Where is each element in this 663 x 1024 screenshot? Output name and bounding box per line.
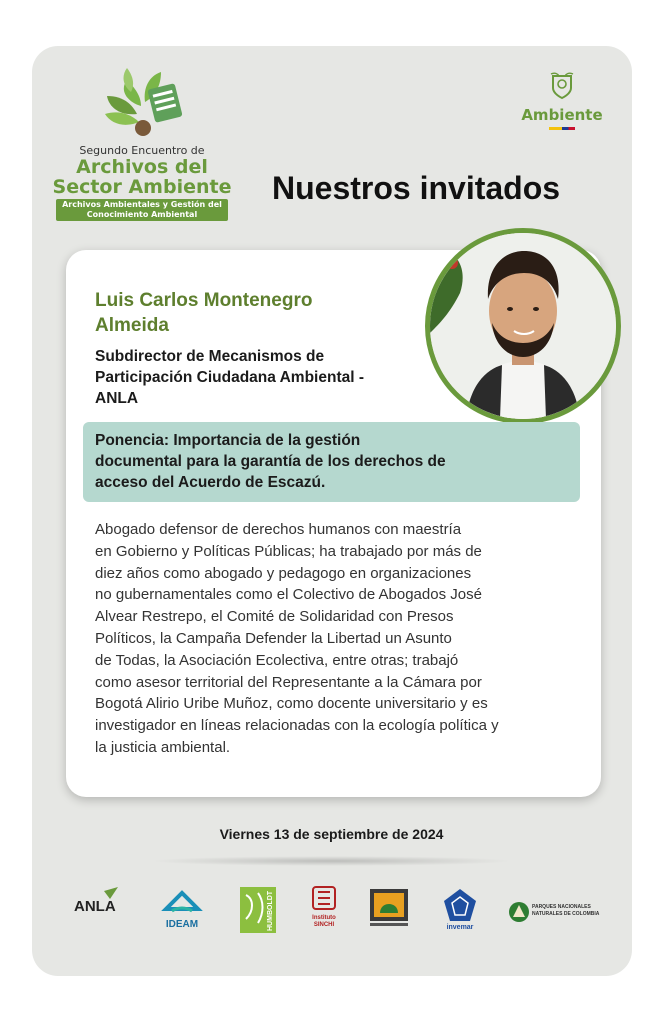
bio-line: Abogado defensor de derechos humanos con maestría [95,521,462,538]
iiap-logo [364,885,414,940]
talk-box [83,422,580,502]
ideam-text: IDEAM [165,919,199,930]
bio-line: Alvear Restrepo, el Comité de Solidaridad con Presos [95,608,454,626]
bio-line: de Todas, la Asociación Ecolectiva, entre otras; trabajó [95,651,459,669]
event-subtitle [56,199,228,221]
leaves-document-icon [97,62,187,142]
bio-line: en Gobierno y Políticas Públicas; ha trabajado por más de [95,542,482,560]
event-logo [52,62,232,227]
event-title-line2: Sector Ambiente [52,176,232,198]
flag-stripe [549,127,575,130]
anla-text: ANLA [74,898,116,915]
event-date: Viernes 13 de septiembre de 2024 [219,826,444,842]
iiap-logo-icon [366,885,412,931]
sinchi-logo [304,885,344,940]
speaker-role [95,346,425,409]
sinchi-text-line1: Instituto [312,915,336,921]
partner-logos [60,885,605,940]
event-pre-title: Segundo Encuentro de [79,144,205,157]
talk-line1: Ponencia: Importancia de la gestión [95,432,361,449]
speaker-bio [95,519,595,759]
page-title: Nuestros invitados [272,170,561,206]
parques-logo [508,885,604,940]
speaker-photo [425,228,621,424]
ministry-logo [520,72,604,130]
speaker-role-line1: Subdirector de Mecanismos de [95,348,325,365]
bio-line: Bogotá Alirio Uribe Muñoz, como docente universitario y es [95,695,488,713]
speaker-name [95,288,425,338]
sinchi-logo-icon [309,885,339,911]
parques-text-line2: NATURALES DE COLOMBIA [532,911,600,917]
speaker-role-line3: ANLA [95,390,139,407]
parques-logo-icon [508,899,530,925]
bio-line: como asesor territorial del Representante a la Cámara por [95,673,482,691]
invemar-text: invemar [446,924,474,931]
ideam-logo-icon [160,885,204,931]
invemar-logo [438,885,482,940]
talk-line3: acceso del Acuerdo de Escazú. [95,474,326,491]
divider-shadow [150,856,513,866]
speaker-name-line1: Luis Carlos Montenegro [95,290,313,311]
coat-of-arms-icon [549,72,575,100]
humboldt-logo-icon [238,885,278,935]
speaker-portrait-icon [430,233,616,419]
bio-line: Políticos, la Campaña Defender la Libertad un Asunto [95,629,452,647]
ideam-logo [156,885,208,940]
humboldt-logo [236,885,280,940]
sinchi-text-line2: SINCHI [313,922,335,928]
invemar-logo-icon [440,885,480,931]
parques-text [532,904,606,918]
bio-line: la justicia ambiental. [95,738,231,756]
bio-line: investigador en líneas relacionadas con la ecología política y [95,717,499,735]
anla-logo-icon [70,885,126,915]
talk-line2: documental para la garantía de los derechos de [95,453,446,470]
event-title-line1: Archivos del [76,156,208,178]
event-subtitle-line1: Archivos Ambientales y Gestión del [62,200,222,209]
bio-line: diez años como abogado y pedagogo en organizaciones [95,564,472,582]
anla-logo [68,885,128,940]
event-subtitle-line2: Conocimiento Ambiental [86,210,198,219]
ministry-label: Ambiente [521,106,603,124]
speaker-name-line2: Almeida [95,315,169,336]
speaker-role-line2: Participación Ciudadana Ambiental - [95,369,365,386]
bio-line: no gubernamentales como el Colectivo de Abogados José [95,586,482,604]
humboldt-text: HUMBOLDT [267,890,274,931]
parques-text-line1: PARQUES NACIONALES [532,904,591,910]
